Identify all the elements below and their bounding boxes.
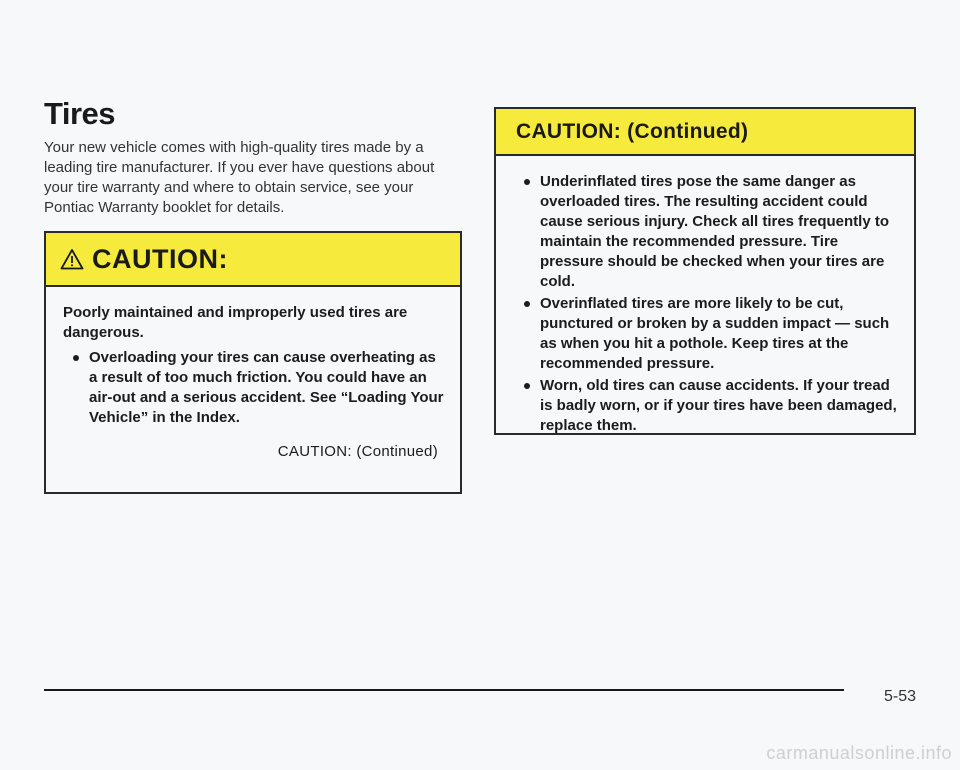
page-number: 5-53: [884, 688, 917, 705]
bullet-item: Overinflated tires are more likely to be cut, punctured or broken by a sudden impact — such as when you hit a pothole. Keep tires at the recommended pressure.: [522, 294, 900, 374]
caution-header: [46, 233, 460, 287]
caution-body: [46, 287, 460, 462]
caution-bullets: [71, 348, 446, 428]
bullet-item: Worn, old tires can cause accidents. If your tread is badly worn, or if your tires have been damaged, replace them.: [522, 376, 900, 436]
caution-box-left: [44, 231, 462, 494]
caution-lead: Poorly maintained and improperly used tires are dangerous.: [63, 304, 408, 341]
watermark: carmanualsonline.info: [766, 743, 952, 763]
caution-continued-label: CAUTION: (Continued): [277, 443, 438, 460]
caution-title-continued: CAUTION: (Continued): [516, 119, 749, 143]
caution-body-continued: [496, 156, 914, 436]
caution-title: CAUTION:: [92, 243, 228, 274]
caution-bullets: [522, 172, 900, 436]
section-title: Tires: [44, 96, 116, 131]
intro-paragraph: Your new vehicle comes with high-quality tires made by a leading tire manufacturer. If you ever have questions about your tire warranty and where to obtain service, see your Pontiac Warranty booklet for details.: [44, 139, 435, 216]
bullet-item: Overloading your tires can cause overheating as a result of too much friction. You could have an air-out and a serious accident. See “Loading Your Vehicle” in the Index.: [71, 348, 446, 428]
caution-box-right: [494, 107, 916, 435]
warning-triangle-icon: [60, 248, 84, 270]
caution-header-continued: [496, 109, 914, 156]
footer-rule: [44, 689, 844, 691]
bullet-item: Underinflated tires pose the same danger as overloaded tires. The resulting accident could cause serious injury. Check all tires frequently to maintain the recommended pressure. Tire pressure should be checked when your tires are cold.: [522, 172, 900, 292]
